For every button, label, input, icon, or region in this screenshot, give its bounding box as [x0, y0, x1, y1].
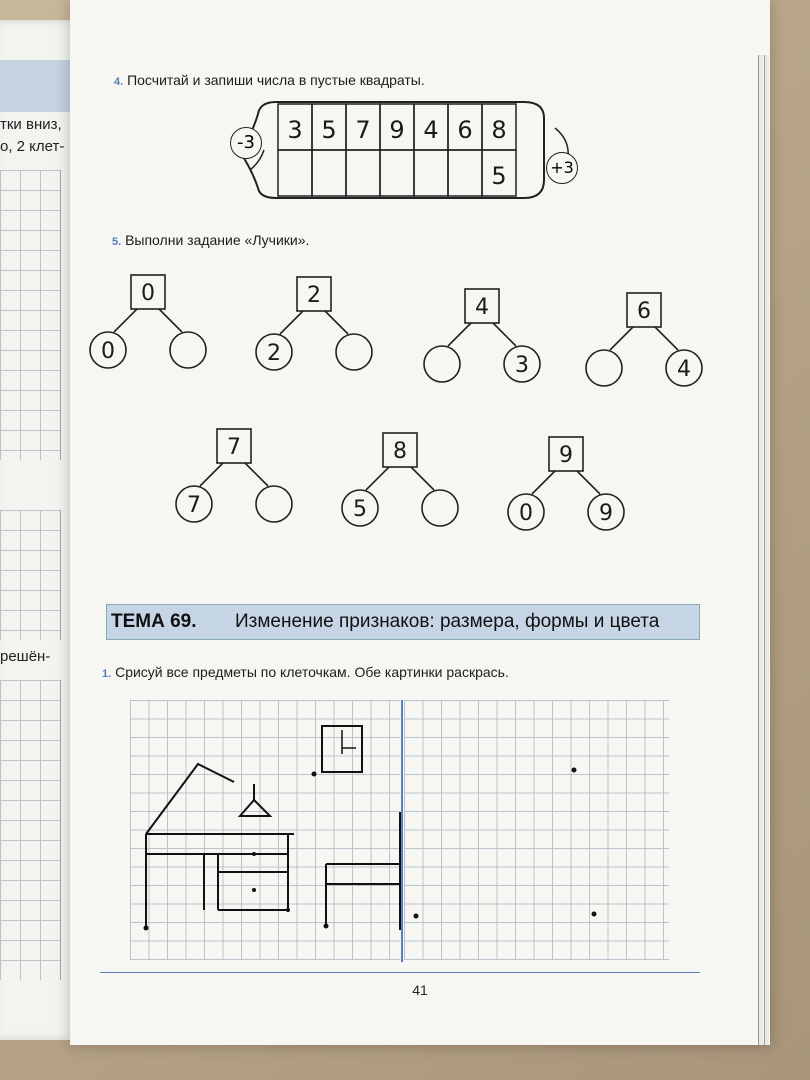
task-number: 5.	[112, 236, 122, 248]
ray-circle-right	[422, 490, 458, 526]
ray-line-left	[610, 326, 634, 350]
task-text: Выполни задание «Лучики».	[125, 232, 310, 248]
reference-dot	[592, 912, 597, 917]
ray-number: 6	[637, 299, 651, 324]
ray-line-left	[114, 308, 138, 332]
ray-number: 0	[519, 501, 533, 526]
ray-number: 8	[393, 439, 407, 464]
left-text-line: о, 2 клет-	[0, 138, 65, 155]
chain-number: 3	[287, 116, 303, 144]
ray-circle-right	[336, 334, 372, 370]
sample-drawing	[130, 700, 690, 962]
topic-title: Изменение признаков: размера, формы и цвета	[235, 611, 660, 632]
page-number: 41	[412, 982, 428, 998]
ray-group	[508, 437, 624, 530]
task-number: 1.	[102, 668, 112, 680]
ray-line-right	[576, 470, 600, 494]
ray-number: 4	[677, 357, 691, 382]
ray-circle-left	[586, 350, 622, 386]
plus-label: +3	[550, 158, 574, 177]
ray-group	[256, 277, 372, 370]
ray-group	[90, 275, 206, 368]
ray-circle-left	[424, 346, 460, 382]
task-text: Посчитай и запиши числа в пустые квадраты.	[127, 72, 425, 88]
ray-number: 0	[141, 281, 155, 306]
ray-line-right	[324, 310, 348, 334]
footer-rule	[100, 972, 700, 973]
chain-number: 5	[321, 116, 337, 144]
chain-number: 9	[389, 116, 405, 144]
lamp-shade	[240, 800, 270, 816]
ray-line-left	[532, 470, 556, 494]
rays-exercise	[70, 0, 770, 560]
ray-line-right	[654, 326, 678, 350]
left-topic-band	[0, 60, 80, 112]
ray-circle-right	[256, 486, 292, 522]
ray-number: 3	[515, 353, 529, 378]
ray-circle-right	[170, 332, 206, 368]
topic-label: ТЕМА 69.	[111, 611, 197, 632]
chain-number: 7	[355, 116, 371, 144]
topic-band	[106, 604, 700, 640]
task-1-instruction	[102, 664, 509, 680]
task-number: 4.	[114, 76, 124, 88]
ray-line-right	[410, 466, 434, 490]
left-grid	[0, 510, 61, 640]
ray-number: 7	[227, 435, 241, 460]
ray-line-right	[492, 322, 516, 346]
workbook-page	[70, 0, 770, 1045]
chain-number: 6	[457, 116, 473, 144]
ray-line-left	[280, 310, 304, 334]
minus-label: -3	[237, 132, 255, 153]
left-grid	[0, 680, 61, 980]
ray-number: 9	[559, 443, 573, 468]
ray-group	[424, 289, 540, 382]
chain-number: 8	[491, 116, 507, 144]
ray-group	[342, 433, 458, 526]
chain-number: 4	[423, 116, 439, 144]
ray-line-left	[200, 462, 224, 486]
ray-line-left	[448, 322, 472, 346]
ray-line-right	[158, 308, 182, 332]
ray-line-right	[244, 462, 268, 486]
left-grid	[0, 170, 61, 460]
ray-number: 2	[267, 341, 281, 366]
ray-group	[586, 293, 702, 386]
ray-group	[176, 429, 292, 522]
roof-line	[146, 764, 234, 834]
reference-dot	[414, 914, 419, 919]
ray-number: 2	[307, 283, 321, 308]
ray-number: 0	[101, 339, 115, 364]
ray-number: 4	[475, 295, 489, 320]
ray-number: 7	[187, 493, 201, 518]
task-text: Срисуй все предметы по клеточкам. Обе картинки раскрась.	[115, 664, 509, 680]
reference-dot	[572, 768, 577, 773]
left-text-line: решён-	[0, 648, 51, 665]
left-text-line: тки вниз,	[0, 116, 62, 133]
ray-line-left	[366, 466, 390, 490]
ray-number: 9	[599, 501, 613, 526]
ray-number: 5	[353, 497, 367, 522]
chain-number: 5	[491, 162, 507, 190]
